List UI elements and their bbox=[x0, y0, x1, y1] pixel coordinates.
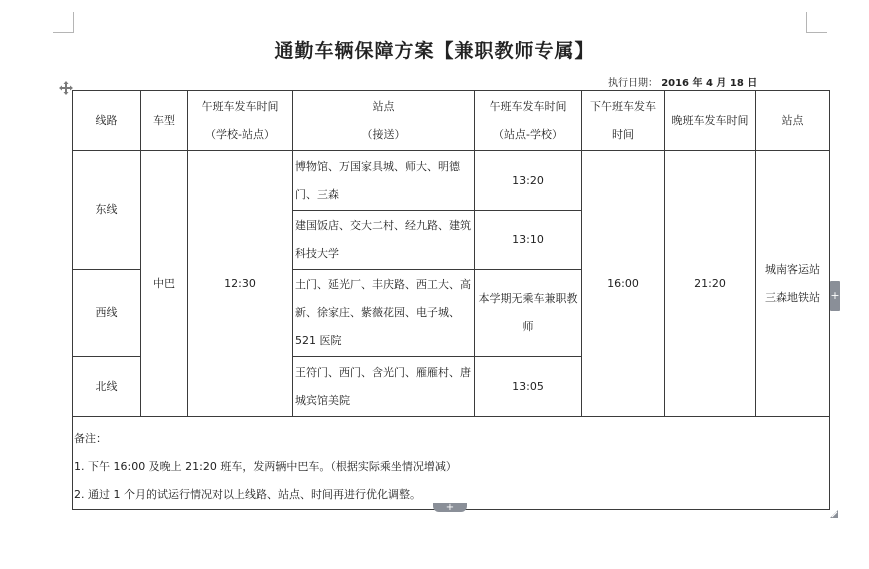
route-north: 北线 bbox=[73, 357, 141, 417]
stops-north: 王符门、西门、含光门、雁雁村、唐城宾馆美院 bbox=[293, 357, 475, 417]
header-evening: 晚班车发车时间 bbox=[665, 91, 756, 151]
header-afternoon bbox=[582, 91, 665, 151]
header-noon-return bbox=[475, 91, 582, 151]
document-title: 通勤车辆保障方案【兼职教师专属】 bbox=[274, 40, 595, 62]
header-final-stop: 站点 bbox=[756, 91, 830, 151]
note-item-1: 1. 下午 16:00 及晚上 21:20 班车，发两辆中巴车。（根据实际乘坐情况增减） bbox=[74, 460, 457, 473]
exec-date bbox=[608, 74, 757, 89]
shuttle-schedule-table bbox=[72, 90, 830, 510]
stops-east-2: 建国饭店、交大二村、经九路、建筑科技大学 bbox=[293, 211, 475, 270]
evening-time: 21:20 bbox=[665, 151, 756, 417]
stops-west: 土门、延光厂、丰庆路、西工大、高新、徐家庄、紫薇花园、电子城、521 医院 bbox=[293, 270, 475, 357]
final-stop-1: 城南客运站 bbox=[765, 262, 820, 276]
header-stops-line1: 站点 bbox=[372, 99, 395, 113]
header-noon-depart-line1: 午班车发车时间 bbox=[201, 99, 279, 113]
noon-return-east-1: 13:20 bbox=[475, 151, 582, 211]
afternoon-time: 16:00 bbox=[582, 151, 665, 417]
header-vehicle: 车型 bbox=[141, 91, 188, 151]
noon-return-west: 本学期无乘车兼职教师 bbox=[475, 270, 582, 357]
table-move-icon[interactable] bbox=[59, 80, 73, 94]
header-noon-depart bbox=[188, 91, 293, 151]
noon-return-north: 13:05 bbox=[475, 357, 582, 417]
add-row-icon[interactable]: + bbox=[433, 503, 467, 512]
notes-heading: 备注： bbox=[74, 432, 107, 445]
noon-depart-time: 12:30 bbox=[188, 151, 293, 417]
final-stops bbox=[756, 151, 830, 417]
exec-date-value: 2016 年 4 月 18 日 bbox=[661, 78, 758, 89]
table-row bbox=[73, 151, 830, 211]
route-east: 东线 bbox=[73, 151, 141, 270]
note-item-2: 2. 通过 1 个月的试运行情况对以上线路、站点、时间再进行优化调整。 bbox=[74, 488, 421, 501]
header-noon-return-line2: （站点-学校） bbox=[493, 127, 563, 141]
final-stop-2: 三森地铁站 bbox=[765, 290, 820, 304]
header-afternoon-line1: 下午班车发车 bbox=[590, 99, 656, 113]
header-stops-line2: （接送） bbox=[361, 127, 406, 141]
exec-date-label: 执行日期： bbox=[608, 78, 658, 89]
header-route: 线路 bbox=[73, 91, 141, 151]
vehicle-type: 中巴 bbox=[141, 151, 188, 417]
page-corner-mark-top-left bbox=[53, 12, 74, 33]
header-noon-return-line1: 午班车发车时间 bbox=[489, 99, 567, 113]
header-afternoon-line2: 时间 bbox=[612, 127, 634, 141]
header-row bbox=[73, 91, 830, 151]
table-resize-icon[interactable] bbox=[830, 503, 838, 511]
add-column-icon[interactable]: + bbox=[830, 281, 840, 311]
noon-return-east-2: 13:10 bbox=[475, 211, 582, 270]
page-corner-mark-top-right bbox=[806, 12, 827, 33]
stops-east-1: 博物馆、万国家具城、师大、明德门、三森 bbox=[293, 151, 475, 211]
header-noon-depart-line2: （学校-站点） bbox=[205, 127, 275, 141]
header-stops bbox=[293, 91, 475, 151]
notes-cell bbox=[73, 417, 830, 510]
notes-row bbox=[73, 417, 830, 510]
route-west: 西线 bbox=[73, 270, 141, 357]
